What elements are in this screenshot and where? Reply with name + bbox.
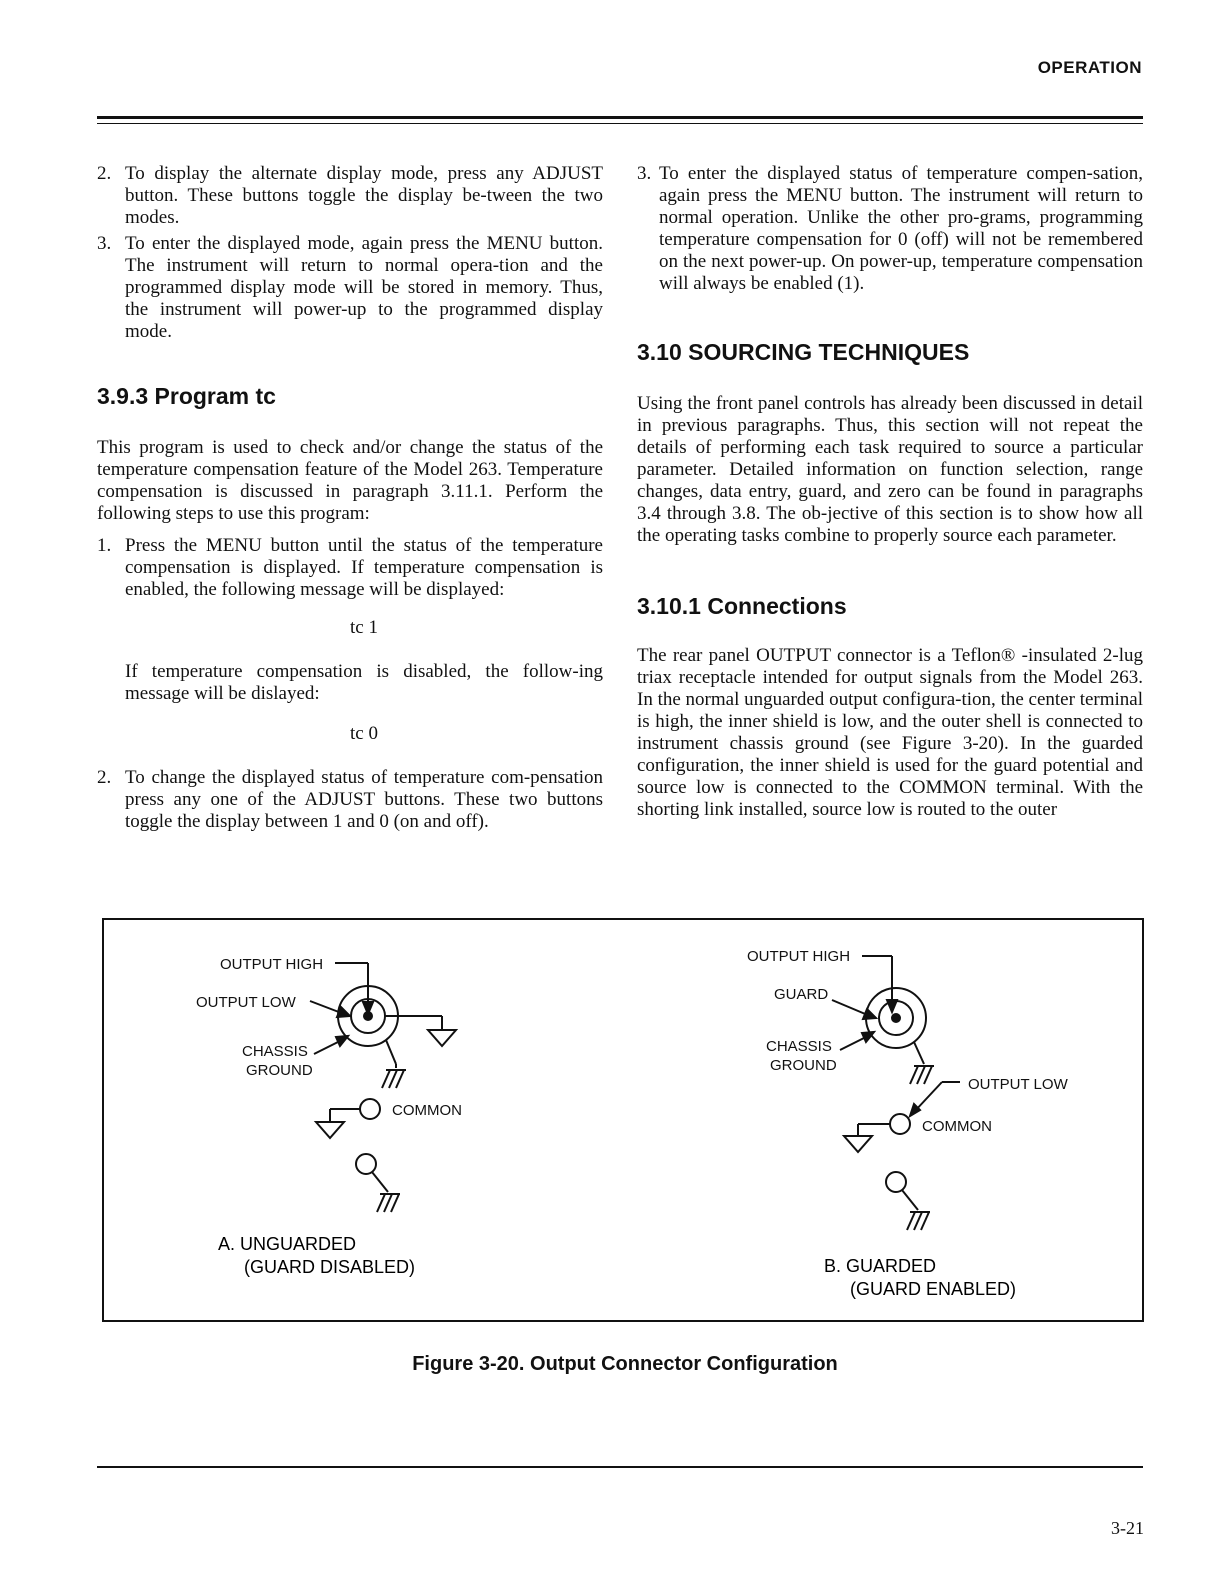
- page-number: 3-21: [1111, 1518, 1144, 1538]
- a-title: A. UNGUARDED: [218, 1234, 357, 1254]
- b-ground-terminal: [886, 1172, 906, 1192]
- list-number: 3.: [637, 163, 652, 184]
- list-text: To enter the displayed mode, again press the MENU button. The instrument will return to normal opera-tion and the programmed display mode will be stored in memory. Thus, the instrument will power-up to the programmed display mode.: [125, 233, 603, 342]
- page-header-title: OPERATION: [1037, 58, 1142, 77]
- header-rule-thin: [97, 123, 1143, 124]
- a-chassis-arrow: [336, 1036, 348, 1046]
- right-column: [637, 163, 1143, 843]
- disabled-paragraph: If temperature compensation is disabled, the follow-ing message will be dislayed:: [125, 661, 603, 704]
- b-chassis-hatch-1: [910, 1066, 918, 1084]
- a-connector-center-pin: [364, 1012, 372, 1020]
- list-item: [97, 163, 603, 229]
- a-signal-ground-symbol: [428, 1030, 456, 1046]
- list-text: To enter the displayed status of temperature compen-sation, again press the MENU button. The instrument will return to normal operation. Unlike the other pro-grams, programming temperature compensation for 0 (off) will not be remembered on the next power-up. On power-up, temperature compensation will always be enabled (1).: [659, 163, 1143, 294]
- b-chassis-hatch-2: [917, 1066, 925, 1084]
- a-label-common: COMMON: [392, 1102, 462, 1119]
- a-chassis-hatch-1: [382, 1070, 390, 1088]
- a-ground-hatch-2: [384, 1194, 392, 1212]
- list-item: [97, 767, 603, 833]
- a-ground-hatch-1: [377, 1194, 385, 1212]
- b-common-terminal: [890, 1114, 910, 1134]
- a-label-ground: GROUND: [246, 1062, 313, 1079]
- a-label-output-low: OUTPUT LOW: [196, 994, 296, 1011]
- b-ground-hatch-1: [907, 1212, 915, 1230]
- figure-caption: Figure 3-20. Output Connector Configuration: [412, 1353, 838, 1375]
- section-heading-sourcing-techniques: 3.10 SOURCING TECHNIQUES: [637, 339, 970, 365]
- b-label-chassis: CHASSIS: [766, 1038, 832, 1055]
- a-ground-terminal: [356, 1154, 376, 1174]
- a-common-ground-symbol: [316, 1122, 344, 1138]
- header-rule-thick: [97, 116, 1143, 119]
- a-label-output-high: OUTPUT HIGH: [220, 956, 324, 973]
- a-chassis-hatch-2: [389, 1070, 397, 1088]
- b-subtitle: (GUARD ENABLED): [850, 1279, 1017, 1299]
- b-common-ground-symbol: [844, 1136, 872, 1152]
- footer-rule: [97, 1466, 1143, 1468]
- b-guard-arrow: [863, 1009, 876, 1019]
- b-chassis-hatch-3: [924, 1066, 932, 1084]
- list-number: 2.: [97, 163, 112, 184]
- b-label-guard: GUARD: [774, 986, 829, 1003]
- b-ground-hatch-3: [921, 1212, 929, 1230]
- b-ground-terminal-lead: [902, 1190, 918, 1210]
- section-heading-program-tc: 3.9.3 Program tc: [97, 383, 276, 409]
- list-text: Press the MENU button until the status of the temperature compensation is displayed. If temperature compensation is enabled, the following message will be displayed:: [125, 535, 603, 600]
- list-item: [97, 233, 603, 343]
- section-heading-connections: 3.10.1 Connections: [637, 593, 847, 619]
- b-connector-center-pin: [892, 1014, 900, 1022]
- message-disabled: tc 0: [350, 723, 378, 744]
- b-ground-hatch-2: [914, 1212, 922, 1230]
- list-number: 1.: [97, 535, 112, 556]
- b-label-common: COMMON: [922, 1118, 992, 1135]
- list-number: 3.: [97, 233, 112, 254]
- figure-3-20: [102, 918, 1144, 1322]
- a-chassis-hatch-3: [396, 1070, 404, 1088]
- a-subtitle: (GUARD DISABLED): [244, 1257, 416, 1277]
- b-label-output-low: OUTPUT LOW: [968, 1076, 1068, 1093]
- a-ground-hatch-3: [391, 1194, 399, 1212]
- a-ground-terminal-lead: [372, 1172, 388, 1192]
- list-number: 2.: [97, 767, 112, 788]
- b-label-ground: GROUND: [770, 1057, 837, 1074]
- a-chassis-lead: [386, 1040, 396, 1064]
- connections-paragraph: The rear panel OUTPUT connector is a Teflon® -insulated 2-lug triax receptacle intended for output signals from the Model 263. In the normal unguarded output configura-tion, the center terminal is high, the inner shield is low, and the outer shell is connected to instrument chassis ground (see Figure 3-20). In the guarded configuration, the inner shield is used for the guard potential and source low is connected to the COMMON terminal. With the shorting link installed, source low is routed to the outer: [637, 645, 1143, 820]
- b-title: B. GUARDED: [824, 1256, 937, 1276]
- list-text: To change the displayed status of temperature com-pensation press any one of the ADJUST buttons. These two buttons toggle the display between 1 and 0 (on and off).: [125, 767, 603, 832]
- message-enabled: tc 1: [350, 617, 378, 638]
- list-item: [97, 535, 603, 601]
- left-column: [97, 163, 603, 833]
- list-text: To display the alternate display mode, press any ADJUST button. These buttons toggle the display be-tween the two modes.: [125, 163, 603, 228]
- a-label-chassis: CHASSIS: [242, 1043, 308, 1060]
- b-label-output-high: OUTPUT HIGH: [747, 948, 851, 965]
- b-chassis-lead: [914, 1042, 924, 1064]
- sourcing-paragraph: Using the front panel controls has already been discussed in detail in previous paragraphs. Thus, this section will not repeat the details of performing each task required to source a particular parameter. Detailed information on function selection, range changes, data entry, guard, and zero can be found in paragraphs 3.4 through 3.8. The ob-jective of this section is to show how all the operating tasks combine to properly source each parameter.: [637, 393, 1143, 546]
- a-common-terminal: [360, 1099, 380, 1119]
- list-item: [637, 163, 1143, 295]
- intro-paragraph: This program is used to check and/or change the status of the temperature compensation feature of the Model 263. Temperature compensation is discussed in paragraph 3.11.1. Perform the following steps to use this program:: [97, 437, 603, 524]
